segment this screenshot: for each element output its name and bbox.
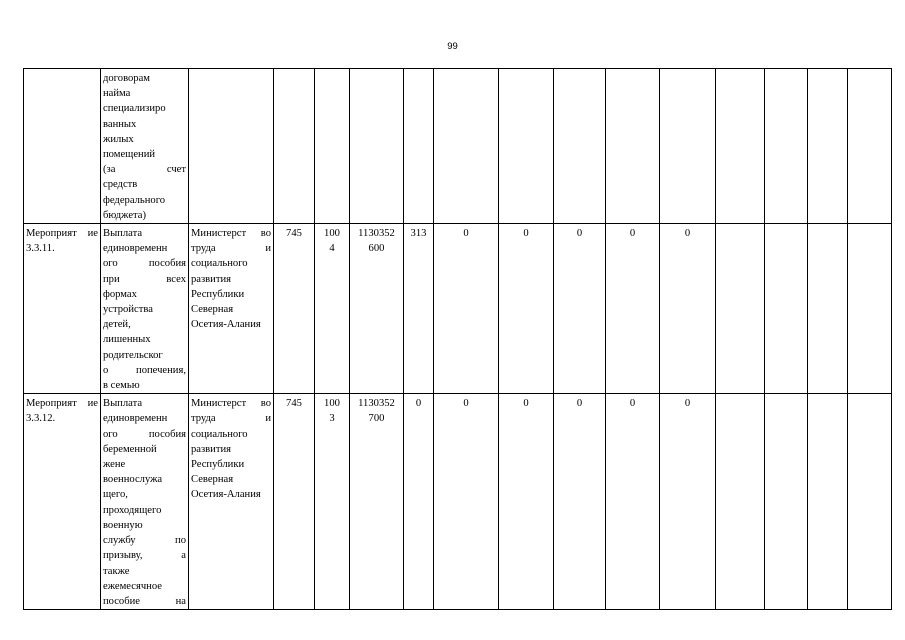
measure-cell xyxy=(24,69,101,224)
empty-cell xyxy=(765,394,808,610)
value-cell: 0 xyxy=(606,224,660,394)
value-cell: 0 xyxy=(499,394,554,610)
name-line: федерального xyxy=(103,194,166,206)
name-line: ого пособия xyxy=(103,428,186,440)
name-line: договорам xyxy=(103,73,150,84)
value-cell: 0 xyxy=(434,224,499,394)
name-line: жене xyxy=(103,459,126,471)
name-line: единовременн xyxy=(103,243,168,255)
empty-cell xyxy=(808,69,848,224)
name-line: военную xyxy=(103,519,143,531)
name-line: устройства xyxy=(103,304,153,316)
name-line: о попечения, xyxy=(103,364,186,376)
empty-cell xyxy=(765,69,808,224)
value-cell: 0 xyxy=(499,224,554,394)
table-row xyxy=(24,69,892,224)
value-cell xyxy=(606,69,660,224)
name-line: ежемесячное xyxy=(103,580,162,592)
empty-cell xyxy=(848,224,892,394)
name-cell xyxy=(101,394,189,610)
measure-cell: Мероприят ие 3.3.11. xyxy=(24,224,101,394)
name-line: щего, xyxy=(103,489,128,501)
value-cell xyxy=(434,69,499,224)
name-cell xyxy=(101,224,189,394)
value-cell: 0 xyxy=(434,394,499,610)
vr-cell: 313 xyxy=(404,224,434,394)
rzpr-cell: 100 3 xyxy=(315,394,350,610)
value-cell: 0 xyxy=(660,224,716,394)
empty-cell xyxy=(716,69,765,224)
value-cell: 0 xyxy=(554,224,606,394)
empty-cell xyxy=(765,224,808,394)
name-line: службу по xyxy=(103,535,186,547)
executor-cell: Министерст во труда и социального развития Республики Северная Осетия-Алания xyxy=(189,224,274,394)
name-line: пособие на xyxy=(103,595,186,607)
grbs-cell xyxy=(274,69,315,224)
measure-cell: Мероприят ие 3.3.12. xyxy=(24,394,101,610)
name-line: при всех xyxy=(103,273,186,285)
name-line: жилых xyxy=(103,133,134,145)
name-line: Выплата xyxy=(103,398,143,410)
name-cell xyxy=(101,69,189,224)
name-line: средств xyxy=(103,179,138,191)
name-line: родительског xyxy=(103,349,163,361)
name-line: специализиро xyxy=(103,103,166,115)
value-cell: 0 xyxy=(660,394,716,610)
name-line: единовременн xyxy=(103,413,168,425)
executor-cell: Министерст во труда и социального развития Республики Северная Осетия-Алания xyxy=(189,394,274,610)
name-line: (за счет xyxy=(103,164,186,176)
empty-cell xyxy=(808,394,848,610)
grbs-cell: 745 xyxy=(274,394,315,610)
name-line: формах xyxy=(103,288,137,300)
vr-cell: 0 xyxy=(404,394,434,610)
name-line: также xyxy=(103,565,130,577)
empty-cell xyxy=(848,69,892,224)
value-cell: 0 xyxy=(554,394,606,610)
executor-cell xyxy=(189,69,274,224)
name-line: в семью xyxy=(103,380,140,392)
name-line: лишенных xyxy=(103,334,151,346)
page-number: 99 xyxy=(447,41,458,52)
value-cell xyxy=(660,69,716,224)
name-line: беременной xyxy=(103,443,157,455)
name-line: найма xyxy=(103,88,131,100)
name-line: бюджета) xyxy=(103,209,147,221)
empty-cell xyxy=(716,224,765,394)
name-line: детей, xyxy=(103,319,131,331)
rzpr-cell xyxy=(315,69,350,224)
empty-cell xyxy=(716,394,765,610)
name-line: призыву, а xyxy=(103,550,186,562)
budget-table xyxy=(23,68,892,610)
table-row xyxy=(24,394,892,610)
empty-cell xyxy=(848,394,892,610)
table-body xyxy=(24,69,892,610)
rzpr-cell: 100 4 xyxy=(315,224,350,394)
csr-cell xyxy=(350,69,404,224)
value-cell xyxy=(499,69,554,224)
name-line: ого пособия xyxy=(103,258,186,270)
name-line: помещений xyxy=(103,149,156,161)
table-row xyxy=(24,224,892,394)
grbs-cell: 745 xyxy=(274,224,315,394)
csr-cell: 1130352 600 xyxy=(350,224,404,394)
name-line: Выплата xyxy=(103,228,143,240)
name-line: ванных xyxy=(103,118,137,130)
value-cell xyxy=(554,69,606,224)
empty-cell xyxy=(808,224,848,394)
name-line: проходящего xyxy=(103,504,162,516)
vr-cell xyxy=(404,69,434,224)
value-cell: 0 xyxy=(606,394,660,610)
name-line: военнослужа xyxy=(103,474,163,486)
csr-cell: 1130352 700 xyxy=(350,394,404,610)
